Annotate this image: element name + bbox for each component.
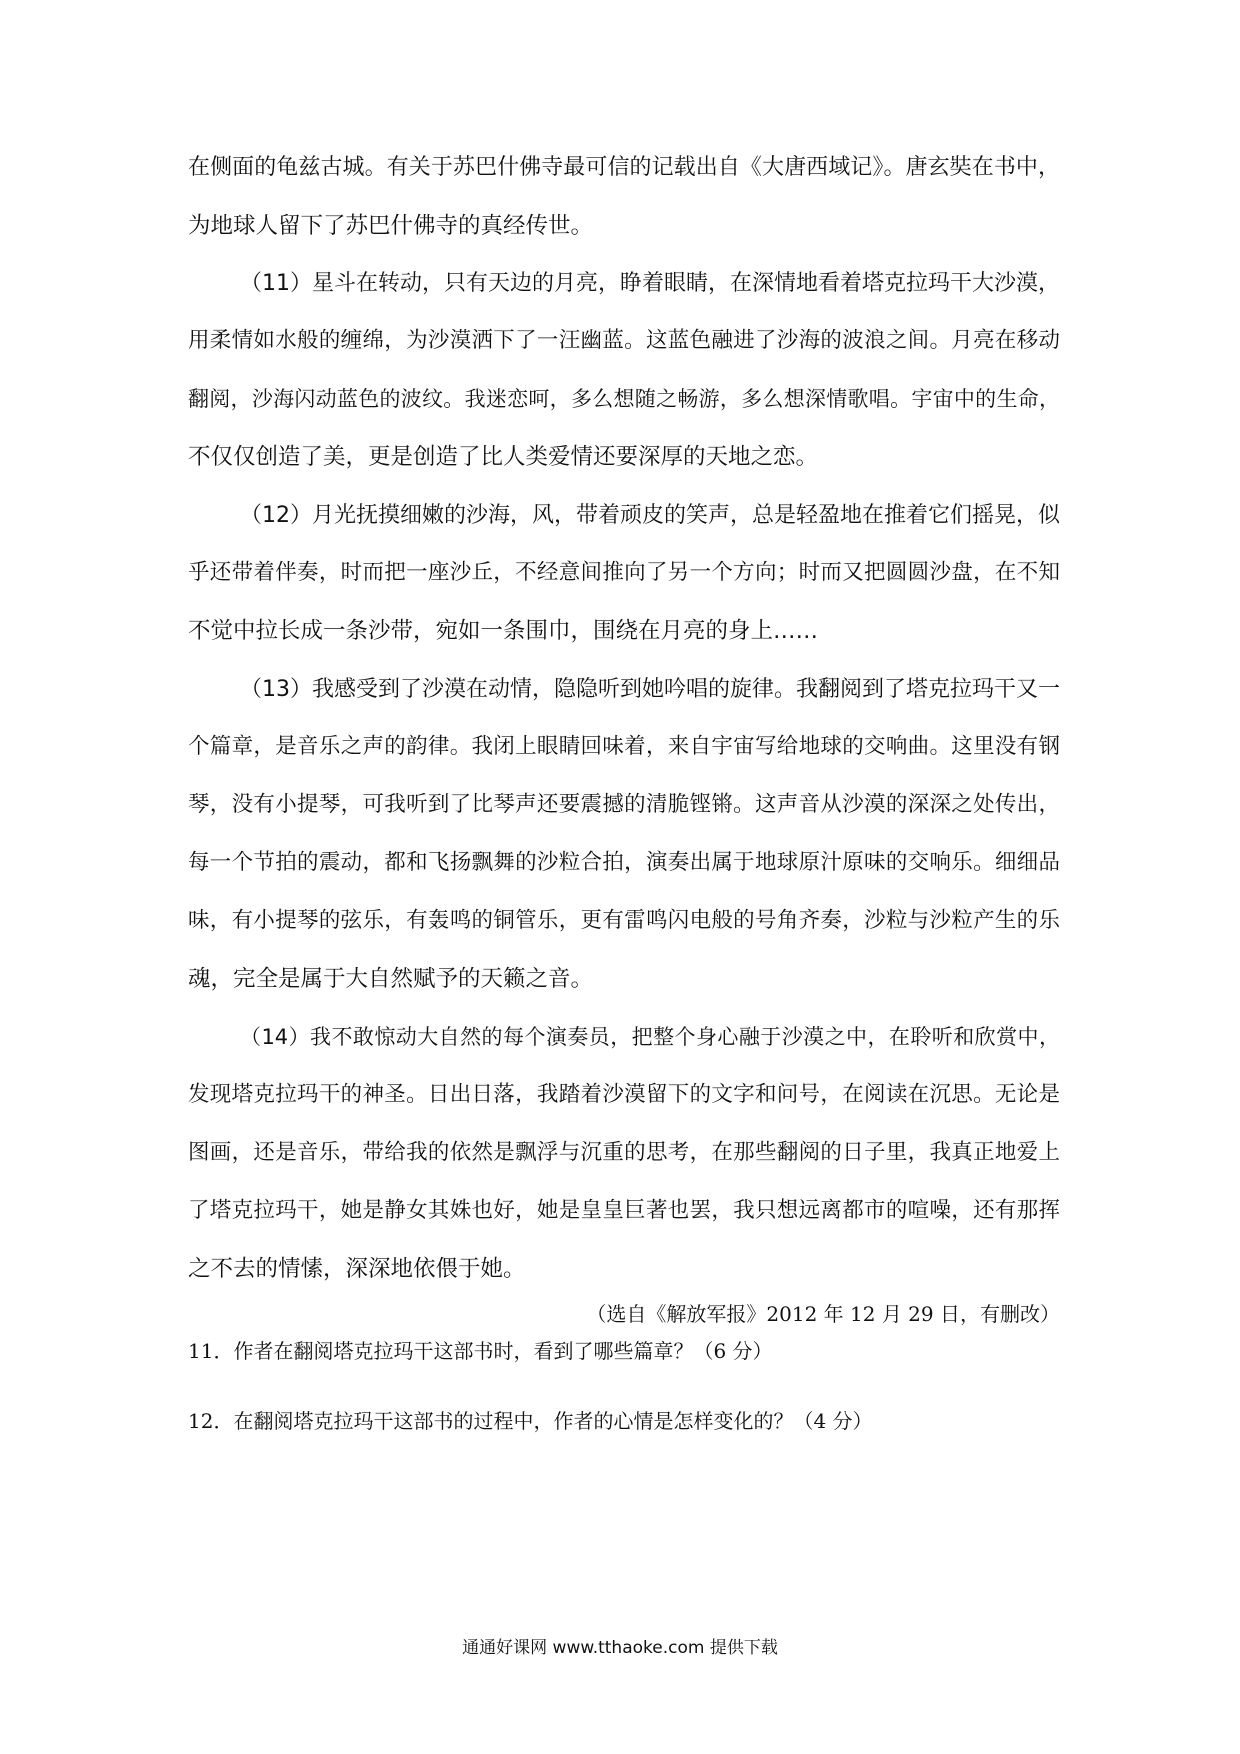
text-line: 用柔情如水般的缠绵，为沙漠洒下了一汪幽蓝。这蓝色融进了沙海的波浪之间。月亮在移动 (188, 328, 1060, 353)
text-line: 个篇章，是音乐之声的韵律。我闭上眼睛回味着，来自宇宙写给地球的交响曲。这里没有钢 (188, 734, 1060, 759)
source-citation: （选自《解放军报》2012 年 12 月 29 日，有删改） (586, 1302, 1060, 1326)
text-line: 乎还带着伴奏，时而把一座沙丘，不经意间推向了另一个方向；时而又把圆圆沙盘，在不知 (188, 560, 1060, 585)
text-line: 了塔克拉玛干，她是静女其姝也好，她是皇皇巨著也罢，我只想远离都市的喧噪，还有那挥 (188, 1198, 1060, 1223)
text-line: 魂，完全是属于大自然赋予的天籁之音。 (188, 966, 594, 992)
text-line: 味，有小提琴的弦乐，有轰鸣的铜管乐，更有雷鸣闪电般的号角齐奏，沙粒与沙粒产生的乐 (188, 908, 1060, 933)
question-item: 11．作者在翻阅塔克拉玛干这部书时，看到了哪些篇章？（6 分） (188, 1339, 773, 1363)
text-line: 翻阅，沙海闪动蓝色的波纹。我迷恋呵，多么想随之畅游，多么想深情歌唱。宇宙中的生命， (188, 387, 1060, 411)
text-line: 发现塔克拉玛干的神圣。日出日落，我踏着沙漠留下的文字和问号，在阅读在沉思。无论是 (188, 1082, 1060, 1107)
text-line: 在侧面的龟兹古城。有关于苏巴什佛寺最可信的记载出自《大唐西域记》。唐玄奘在书中， (188, 155, 1060, 180)
text-line: 琴，没有小提琴，可我听到了比琴声还要震撼的清脆铿锵。这声音从沙漠的深深之处传出， (188, 792, 1060, 817)
text-line: 每一个节拍的震动，都和飞扬飘舞的沙粒合拍，演奏出属于地球原汁原味的交响乐。细细品 (188, 850, 1060, 875)
text-line: （14）我不敢惊动大自然的每个演奏员，把整个身心融于沙漠之中，在聆听和欣赏中， (240, 1025, 1060, 1049)
text-line: 之不去的情愫，深深地依偎于她。 (188, 1256, 526, 1282)
text-line: 图画，还是音乐，带给我的依然是飘浮与沉重的思考，在那些翻阅的日子里，我真正地爱上 (188, 1140, 1060, 1165)
text-line: （13）我感受到了沙漠在动情，隐隐听到她吟唱的旋律。我翻阅到了塔克拉玛干又一 (240, 677, 1060, 702)
question-item: 12．在翻阅塔克拉玛干这部书的过程中，作者的心情是怎样变化的？（4 分） (188, 1409, 873, 1433)
text-line: 不仅仅创造了美，更是创造了比人类爱情还要深厚的天地之恋。 (188, 444, 819, 470)
text-line: 不觉中拉长成一条沙带，宛如一条围巾，围绕在月亮的身上…… (188, 618, 819, 644)
page-footer: 通通好课网 www.tthaoke.com 提供下载 (462, 1638, 778, 1658)
text-line: （12）月光抚摸细嫩的沙海，风，带着顽皮的笑声，总是轻盈地在推着它们摇晃，似 (240, 503, 1060, 528)
text-line: （11）星斗在转动，只有天边的月亮，睁着眼睛，在深情地看着塔克拉玛干大沙漠， (240, 271, 1060, 296)
text-line: 为地球人留下了苏巴什佛寺的真经传世。 (188, 213, 594, 239)
